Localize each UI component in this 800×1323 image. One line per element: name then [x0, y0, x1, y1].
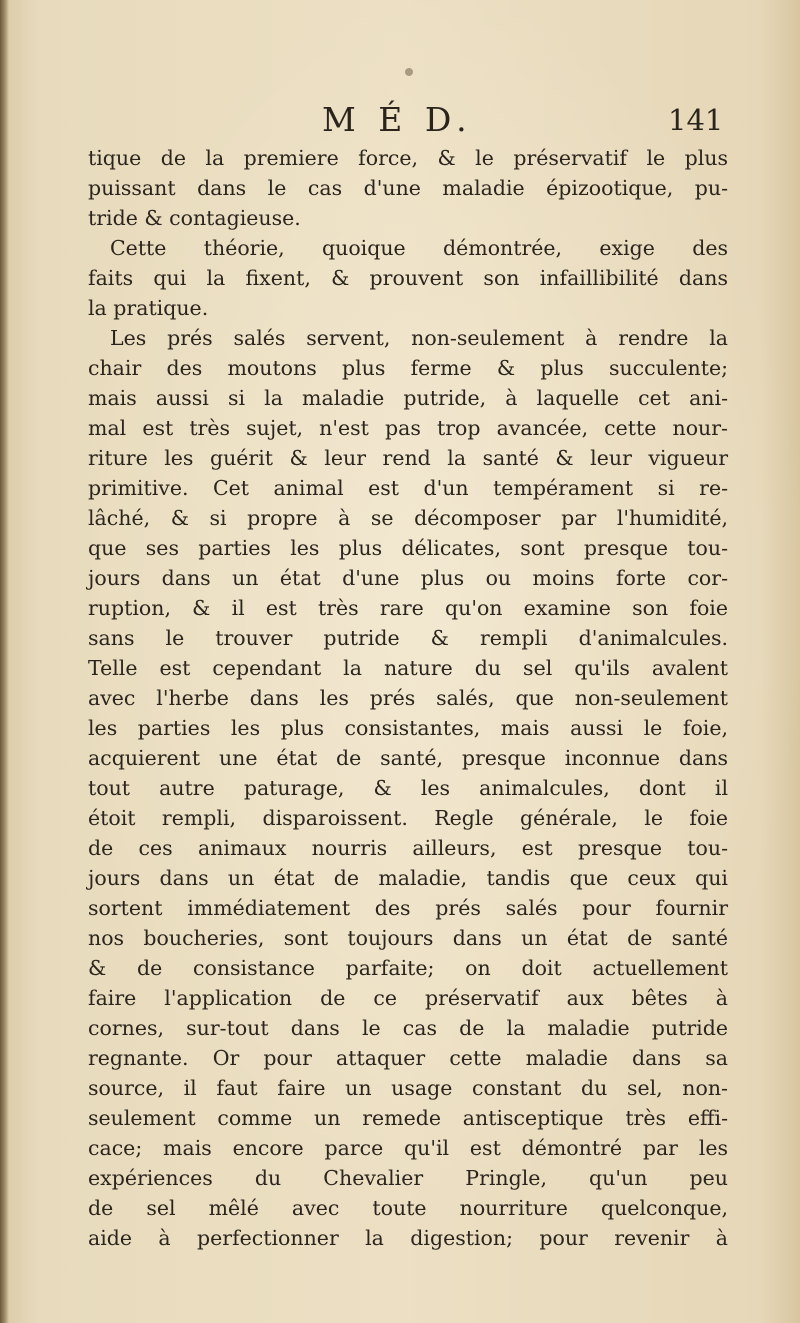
body-text [88, 143, 728, 1253]
text-line: de sel mêlé avec toute nourriture quelconque, [88, 1196, 728, 1220]
text-line: primitive. Cet animal est d'un tempérament si re- [88, 476, 728, 500]
text-line: jours dans un état de maladie, tandis que ceux qui [88, 866, 728, 890]
text-line: chair des moutons plus ferme & plus succulente; [88, 356, 728, 380]
text-line: de ces animaux nourris ailleurs, est presque tou- [88, 836, 728, 860]
text-line: que ses parties les plus délicates, sont presque tou- [88, 536, 728, 560]
text-line: source, il faut faire un usage constant du sel, non- [88, 1076, 728, 1100]
text-line: & de consistance parfaite; on doit actuellement [88, 956, 728, 980]
text-line: Cette théorie, quoique démontrée, exige des [110, 236, 728, 260]
text-line: avec l'herbe dans les prés salés, que non-seulement [88, 686, 728, 710]
text-line: cace; mais encore parce qu'il est démontré par les [88, 1136, 728, 1160]
ink-spot [405, 68, 413, 76]
text-line: expériences du Chevalier Pringle, qu'un peu [88, 1166, 728, 1190]
text-line: nos boucheries, sont toujours dans un état de santé [88, 926, 728, 950]
text-line: tout autre paturage, & les animalcules, dont il [88, 776, 728, 800]
text-line: regnante. Or pour attaquer cette maladie dans sa [88, 1046, 728, 1070]
running-head: M É D. [322, 100, 473, 139]
text-line: puissant dans le cas d'une maladie épizootique, pu- [88, 176, 728, 200]
text-line: mais aussi si la maladie putride, à laquelle cet ani- [88, 386, 728, 410]
text-line: faire l'application de ce préservatif aux bêtes à [88, 986, 728, 1010]
text-line: sortent immédiatement des prés salés pour fournir [88, 896, 728, 920]
text-line: riture les guérit & leur rend la santé & leur vigueur [88, 446, 728, 470]
text-line: tride & contagieuse. [88, 206, 301, 230]
text-line: tique de la premiere force, & le préservatif le plus [88, 146, 728, 170]
text-line: Les prés salés servent, non-seulement à rendre la [110, 326, 728, 350]
text-line: faits qui la fixent, & prouvent son infaillibilité dans [88, 266, 728, 290]
text-line: les parties les plus consistantes, mais aussi le foie, [88, 716, 728, 740]
text-line: Telle est cependant la nature du sel qu'ils avalent [88, 656, 728, 680]
text-line: lâché, & si propre à se décomposer par l'humidité, [88, 506, 728, 530]
text-line: aide à perfectionner la digestion; pour revenir à [88, 1226, 728, 1250]
text-line: ruption, & il est très rare qu'on examine son foie [88, 596, 728, 620]
text-line: la pratique. [88, 296, 209, 320]
text-line: acquierent une état de santé, presque inconnue dans [88, 746, 728, 770]
text-line: étoit rempli, disparoissent. Regle générale, le foie [88, 806, 728, 830]
text-line: cornes, sur-tout dans le cas de la maladie putride [88, 1016, 728, 1040]
page-spine-edge [0, 0, 9, 1323]
page-number: 141 [668, 103, 724, 137]
page-header [0, 100, 800, 144]
text-line: sans le trouver putride & rempli d'animalcules. [88, 626, 728, 650]
text-line: jours dans un état d'une plus ou moins forte cor- [88, 566, 728, 590]
text-line: seulement comme un remede antisceptique très effi- [88, 1106, 728, 1130]
text-line: mal est très sujet, n'est pas trop avancée, cette nour- [88, 416, 728, 440]
